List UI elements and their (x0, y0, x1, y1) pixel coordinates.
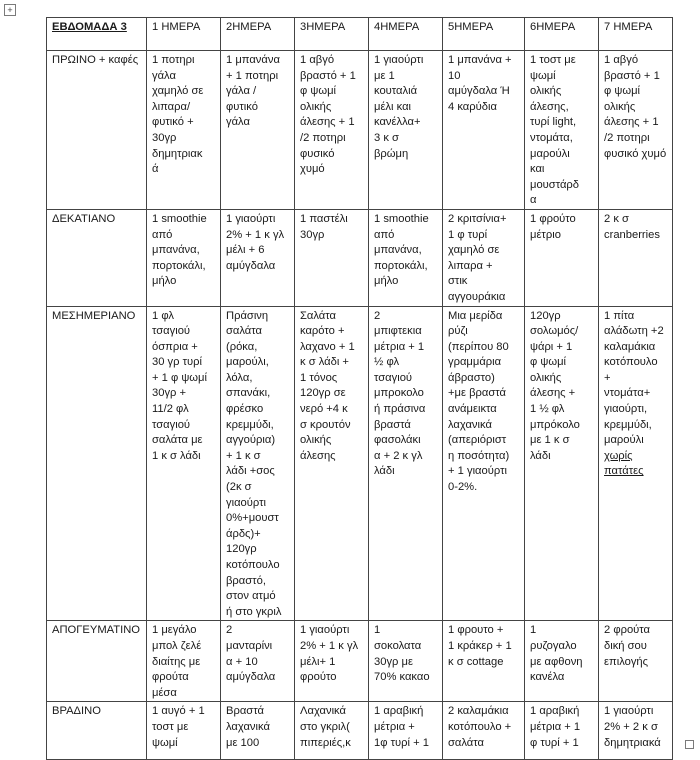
day-header: 4ΗΜΕΡΑ (369, 18, 443, 51)
table-cell: 1 μπανάνα + 1 ποτηρι γάλα / φυτικό γάλα (221, 51, 295, 210)
table-cell: Πράσινη σαλάτα (ρόκα, μαρούλι, λόλα, σπανάκι, φρέσκο κρεμμύδι, αγγούρια) + 1 κ σ λάδι +σος (2κ σ γιαούρτι 0%+μουστ άρδς)+ 120γρ κοτόπουλο βραστό, στον ατμό ή στο γκριλ (221, 306, 295, 621)
table-cell: 1 αβγό βραστό + 1 φ ψωμί ολικής άλεσης + 1 /2 ποτηρι φυσικό χυμό (599, 51, 673, 210)
table-cell: 1 φρουτο + 1 κράκερ + 1 κ σ cottage (443, 621, 525, 702)
meal-label-lunch: ΜΕΣΗΜΕΡΙΑΝΟ (47, 306, 147, 621)
table-cell: 1 μπανάνα + 10 αμύγδαλα Ή 4 καρύδια (443, 51, 525, 210)
table-cell: 1 φρούτο μέτριο (525, 209, 599, 306)
table-resize-handle-icon[interactable] (685, 740, 694, 749)
day-header: 2ΗΜΕΡΑ (221, 18, 295, 51)
table-cell: 1 smoothie από μπανάνα, πορτοκάλι, μήλο (369, 209, 443, 306)
table-cell: 1 αραβική μέτρια + 1 φ τυρί + 1 (525, 702, 599, 760)
table-cell (599, 306, 673, 621)
day-header: 3ΗΜΕΡΑ (295, 18, 369, 51)
table-cell: 1 smoothie από μπανάνα, πορτοκάλι, μήλο (147, 209, 221, 306)
table-cell: 1 γιαούρτι 2% + 2 κ σ δημητριακά (599, 702, 673, 760)
table-cell: 1 αραβική μέτρια + 1φ τυρί + 1 (369, 702, 443, 760)
table-cell: 1 φλ τσαγιού όσπρια + 30 γρ τυρί + 1 φ ψωμί 30γρ + 11/2 φλ τσαγιού σαλάτα με 1 κ σ λάδι (147, 306, 221, 621)
table-row (47, 51, 673, 210)
meal-label-snack-morning: ΔΕΚΑΤΙΑΝΟ (47, 209, 147, 306)
table-cell: 2 καλαμάκια κοτόπουλο + σαλάτα (443, 702, 525, 760)
day-header: 6ΗΜΕΡΑ (525, 18, 599, 51)
table-cell: 1 γιαούρτι 2% + 1 κ γλ μέλι + 6 αμύγδαλα (221, 209, 295, 306)
day-header: 5ΗΜΕΡΑ (443, 18, 525, 51)
underlined-note: χωρίς πατάτες (604, 449, 644, 478)
table-row (47, 702, 673, 760)
table-cell: 1 αβγό βραστό + 1 φ ψωμί ολικής άλεσης + 1 /2 ποτηρι φυσικό χυμό (295, 51, 369, 210)
table-cell: Βραστά λαχανικά με 100 (221, 702, 295, 760)
table-cell: 1 ρυζογαλο με αφθονη κανέλα (525, 621, 599, 702)
table-cell: 1 σοκολατα 30γρ με 70% κακαο (369, 621, 443, 702)
table-row (47, 621, 673, 702)
meal-label-dinner: ΒΡΑΔΙΝΟ (47, 702, 147, 760)
table-move-handle-icon[interactable]: + (4, 4, 16, 16)
table-cell: 1 μεγάλο μπολ ζελέ διαίτης με φρούτα μέσα (147, 621, 221, 702)
table-cell: 2 μπιφτεκια μέτρια + 1 ½ φλ τσαγιού μπροκολο ή πράσινα βραστά φασολάκι α + 2 κ γλ λάδι (369, 306, 443, 621)
table-cell: 1 γιαούρτι με 1 κουταλιά μέλι και κανέλλα+ 3 κ σ βρώμη (369, 51, 443, 210)
table-cell: 2 κριτσίνια+ 1 φ τυρί χαμηλό σε λιπαρα + στικ αγγουράκια (443, 209, 525, 306)
meal-label-afternoon: ΑΠΟΓΕΥΜΑΤΙΝΟ (47, 621, 147, 702)
table-cell: 2 φρούτα δική σου επιλογής (599, 621, 673, 702)
table-cell: 1 αυγό + 1 τοστ με ψωμί (147, 702, 221, 760)
table-cell: 2 μανταρίνι α + 10 αμύγδαλα (221, 621, 295, 702)
table-cell: 1 τοστ με ψωμί ολικής άλεσης, τυρί light, ντομάτα, μαρούλι και μουστάρδ α (525, 51, 599, 210)
table-cell: Σαλάτα καρότο + λαχανο + 1 κ σ λάδι + 1 τόνος 120γρ σε νερό +4 κ σ κρουτόν ολικής άλεσης (295, 306, 369, 621)
table-cell: Λαχανικά στο γκριλ( πιπεριές,κ (295, 702, 369, 760)
meal-label-breakfast: ΠΡΩΙΝΟ + καφές (47, 51, 147, 210)
table-cell: 120γρ σολωμός/ ψάρι + 1 φ ψωμί ολικής άλεσης + 1 ½ φλ μπρόκολο με 1 κ σ λάδι (525, 306, 599, 621)
table-cell: 2 κ σ cranberries (599, 209, 673, 306)
day-header: 7 ΗΜΕΡΑ (599, 18, 673, 51)
table-cell: 1 ποτηρι γάλα χαμηλό σε λιπαρα/ φυτικό + 30γρ δημητριακ ά (147, 51, 221, 210)
table-row (47, 306, 673, 621)
day-header: 1 ΗΜΕΡΑ (147, 18, 221, 51)
header-row (47, 18, 673, 51)
table-cell: 1 γιαούρτι 2% + 1 κ γλ μέλι+ 1 φρούτο (295, 621, 369, 702)
cell-text: 1 πίτα αλάδωτη +2 καλαμάκια κοτόπουλο + ντομάτα+ γιαούρτι, κρεμμύδι, μαρούλι (604, 309, 664, 447)
week-label: ΕΒΔΟΜΑΔΑ 3 (47, 18, 147, 51)
table-cell: 1 παστέλι 30γρ (295, 209, 369, 306)
table-row (47, 209, 673, 306)
meal-plan-table (46, 17, 673, 760)
table-cell: Μια μερίδα ρύζι (περίπου 80 γραμμάρια άβραστο) +με βραστά ανάμεικτα λαχανικά (απεριόριστ η ποσότητα) + 1 γιαούρτι 0-2%. (443, 306, 525, 621)
